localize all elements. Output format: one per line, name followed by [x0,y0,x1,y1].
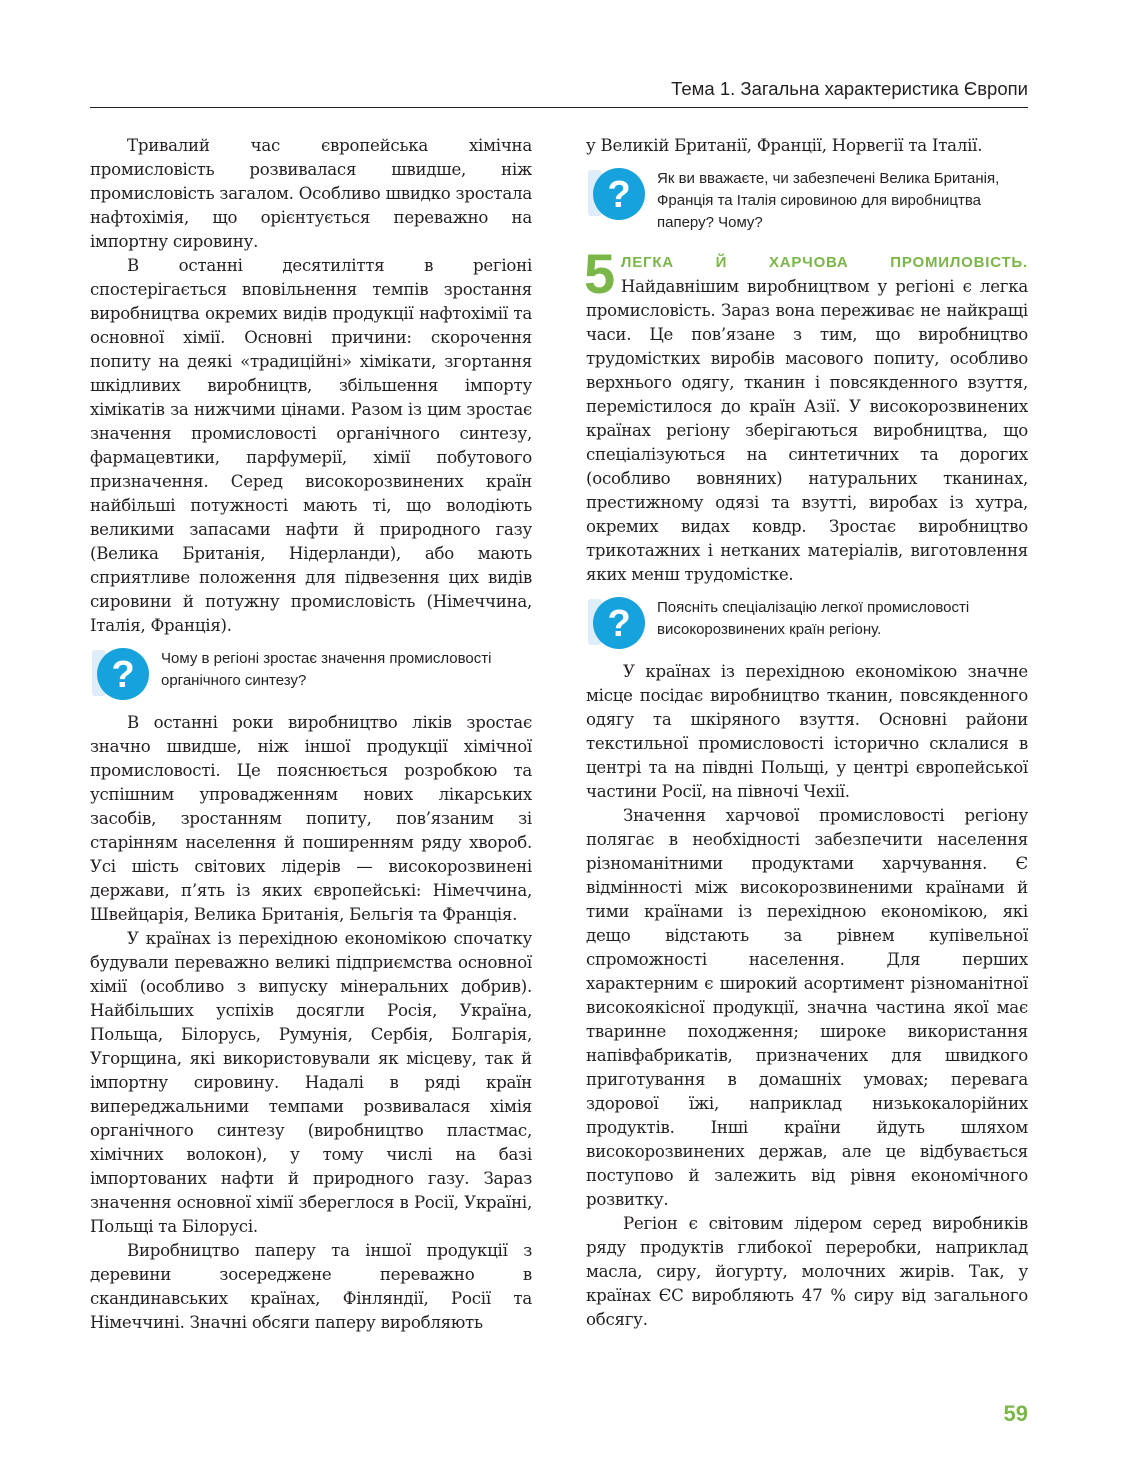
paragraph: У країнах із перехідною економікою спочатку будували переважно великі підприємства основної хімії (особливо з випуску мінеральних добрив). Найбільших успіхів досягли Росія, Україна, Польща, Білорусь, Румунія, Сербія, Болгарія, Угорщина, які використовували як місцеву, так й імпортну сировину. Надалі в ряді країн випереджальними темпами розвивалася хімія органічного синтезу (виробництво пластмас, хімічних волокон), у тому числі на базі імпортованих нафти й природного газу. Зараз значення основної хімії збереглося в Росії, Україні, Польщі та Білорусі. [90,929,532,1236]
paragraph: Значення харчової промисловості регіону полягає в необхідності забезпечити населення різноманітними продуктами харчування. Є відмінності між високорозвиненими країнами й тими країнами із перехідною економікою, які дещо відстають за рівнем купівельної спроможності населення. Для перших характерним є широкий асортимент різноманітної високоякісної продукції, значна частина якої має тваринне походження; широке використання напівфабрикатів, призначених для швидкого приготування в домашніх умовах; перевага здорової їжі, наприклад низькокалорійних продуктів. Інші країни йдуть шляхом високорозвинених держав, але це відбувається поступово й залежить від рівня економічного розвитку. [586,806,1028,1209]
left-column [90,134,532,1335]
page-number: 59 [1003,1401,1028,1426]
section-number: 5 [584,242,615,305]
question-mark-icon [593,168,645,220]
paragraph: Регіон є світовим лідером серед виробників ряду продуктів глибокої переробки, наприклад масла, сиру, йогурту, молочних жирів. Так, у країнах ЄС виробляють 47 % сиру від загального обсягу. [586,1214,1028,1329]
section-paragraph [584,242,1028,587]
paragraph: В останні роки виробництво ліків зростає значно швидше, ніж іншої продукції хімічної промисловості. Це пояснюється розробкою та успішним упровадженням нових лікарських засобів, зростанням попиту, пов’язаним зі старінням населення й поширенням ряду хвороб. Усі шість світових лідерів — високорозвинені держави, п’ять із яких європейські: Німеччина, Швейцарія, Велика Британія, Бельгія та Франція. [90,713,532,924]
right-column [586,134,1028,1332]
svg-text:?: ? [607,176,631,212]
svg-text:?: ? [111,656,135,692]
question-text: Поясніть спеціалізацію легкої промисловості високорозвинених країн регіону. [657,599,970,638]
section-title: ЛЕГКА Й ХАРЧОВА ПРОМИЛОВІСТЬ. [620,254,1028,271]
question-box [586,597,1028,649]
question-text: Як ви вважаєте, чи забезпечені Велика Британія, Франція та Італія сировиною для виробництва паперу? Чому? [657,170,1000,231]
question-text: Чому в регіоні зростає значення промисловості органічного синтезу? [161,650,492,689]
paragraph: У країнах із перехідною економікою значне місце посідає виробництво тканин, повсякденного одягу та шкіряного взуття. Основні райони текстильної промисловості історично склалися в центрі та на півдні Польщі, у центрі європейської частини Росії, на півночі Чехії. [586,662,1028,801]
paragraph: В останні десятиліття в регіоні спостерігається вповільнення темпів зростання виробництва окремих видів продукції нафтохімії та основної хімії. Основні причини: скорочення попиту на деякі «традиційні» хімікати, згортання шкідливих виробництв, збільшення імпорту хімікатів за нижчими цінами. Разом із цим зростає значення промисловості органічного синтезу, фармацевтики, парфумерії, хімії побутового призначення. Серед високорозвинених країн найбільші потужності мають ті, що володіють великими запасами нафти й природного газу (Велика Британія, Нідерланди), або мають сприятливе положення для підвезення цих видів сировини й потужну промисловість (Німеччина, Італія, Франція). [90,256,532,635]
running-header: Тема 1. Загальна характеристика Європи [671,78,1028,99]
header-rule [90,107,1028,108]
question-mark-icon [97,648,149,700]
paragraph: у Великій Британії, Франції, Норвегії та Італії. [586,136,983,155]
section-text: Найдавнішим виробництвом у регіоні є легка промисловість. Зараз вона переживає не найкращі часи. Це пов’язане з тим, що виробництво трудомістких виробів масового попиту, особливо верхнього одягу, тканин і повсякденного взуття, перемістилося до країн Азії. У високорозвинених країнах регіону зберігаються виробництва, що спеціалізуються на синтетичних та дорогих (особливо вовняних) натуральних тканинах, престижному одязі та взутті, виробах із хутра, окремих видах ковдр. Зростає виробництво трикотажних і нетканих матеріалів, виготовлення яких менш трудомістке. [586,277,1028,584]
section-5 [584,242,1028,587]
question-mark-icon [593,597,645,649]
paragraph: Тривалий час європейська хімічна промисловість розвивалася швидше, ніж промисловість загалом. Особливо швидко зростала нафтохімія, що орієнтується переважно на імпортну сировину. [90,136,532,251]
question-box [586,168,1028,234]
paragraph: Виробництво паперу та іншої продукції з деревини зосереджене переважно в скандинавських країнах, Фінляндії, Росії та Німеччині. Значні обсяги паперу виробляють [90,1241,532,1332]
question-box [90,648,532,700]
svg-text:?: ? [607,605,631,641]
